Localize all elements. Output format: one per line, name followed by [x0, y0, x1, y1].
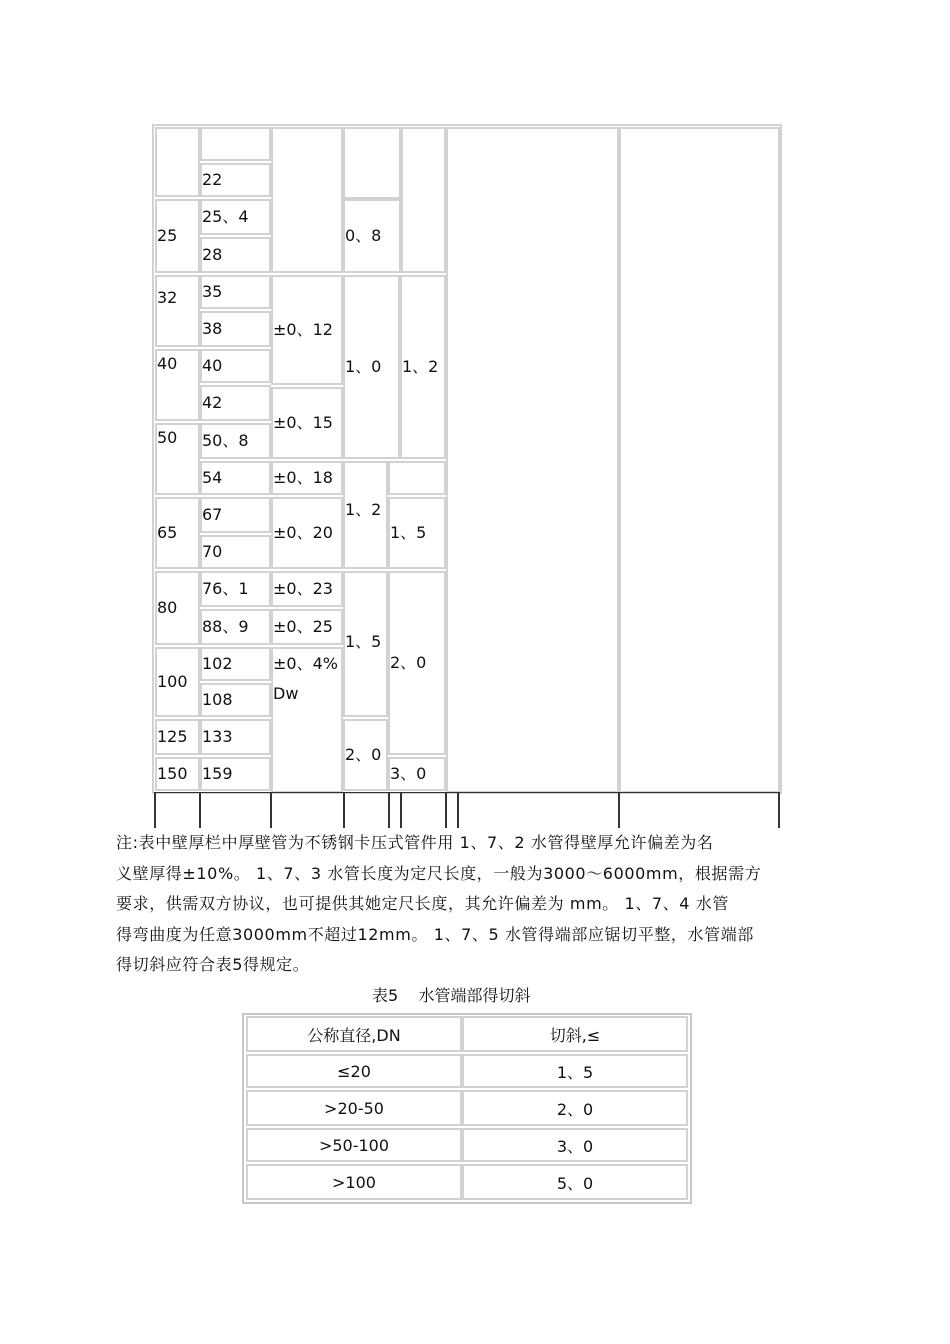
dn-cell: 40 — [155, 349, 200, 421]
note-line: 注:表中壁厚栏中厚壁管为不锈钢卡压式管件用 1、7、2 水管得壁厚允许偏差为名 — [116, 833, 714, 852]
column-tick — [400, 792, 402, 828]
od-cell: 28 — [200, 237, 271, 273]
dn-cell: 65 — [155, 497, 200, 569]
dn-cell: 100 — [155, 647, 200, 717]
wall-a-cell: 0、8 — [343, 199, 401, 273]
wall-a-cell: 1、2 — [343, 461, 388, 569]
column-tick — [778, 792, 780, 828]
od-cell: 76、1 — [200, 571, 271, 607]
od-tol-cell: ±0、25 — [271, 609, 343, 645]
od-cell: 54 — [200, 461, 271, 495]
note-paragraph — [116, 828, 816, 981]
wall-b-cell: 2、0 — [388, 571, 446, 755]
table5-cell: 2、0 — [462, 1090, 688, 1126]
od-cell: 108 — [200, 683, 271, 717]
column-tick — [154, 792, 156, 828]
table5-cell: >100 — [246, 1164, 462, 1200]
note-line: 要求，供需双方协议，也可提供其她定尺长度，其允许偏差为 mm。 1、7、4 水管 — [116, 894, 729, 913]
wall-a-cell-top — [343, 127, 401, 199]
upper-table-col-7 — [446, 127, 619, 793]
od-cell: 70 — [200, 535, 271, 569]
wall-b-cell: 3、0 — [388, 757, 446, 791]
od-cell: 133 — [200, 719, 271, 755]
table5-header: 切斜,≤ — [462, 1016, 688, 1052]
od-tol-cell: ±0、20 — [271, 497, 343, 569]
table5-caption: 表5 水管端部得切斜 — [372, 986, 531, 1005]
note-line: 义壁厚得±10%。 1、7、3 水管长度为定尺长度，一般为3000～6000mm，根据需方 — [116, 863, 762, 883]
table-bottom-rule — [154, 792, 780, 793]
wall-b-cell-top — [401, 127, 446, 273]
note-line: 得切斜应符合表5得规定。 — [116, 955, 310, 974]
column-tick — [199, 792, 201, 828]
wall-b-cell: 1、2 — [400, 275, 446, 459]
od-tol-cell: ±0、4%Dw — [271, 647, 343, 793]
od-cell: 102 — [200, 647, 271, 681]
column-tick — [457, 792, 459, 828]
wall-a-cell: 1、0 — [343, 275, 400, 459]
od-cell: 22 — [200, 163, 271, 197]
dn-cell: 32 — [155, 275, 200, 347]
od-cell: 67 — [200, 497, 271, 533]
column-tick — [618, 792, 620, 828]
dn-cell-top — [155, 127, 200, 197]
table5-cell: ≤20 — [246, 1054, 462, 1088]
table5-cell: >50-100 — [246, 1128, 462, 1162]
od-cell: 42 — [200, 385, 271, 421]
dn-cell: 125 — [155, 719, 200, 755]
wall-a-cell: 1、5 — [343, 571, 388, 717]
dn-cell: 80 — [155, 571, 200, 645]
column-tick — [388, 792, 390, 828]
column-tick — [270, 792, 272, 828]
od-cell: 88、9 — [200, 609, 271, 645]
wall-b-cell — [388, 461, 446, 495]
table5-cell: >20-50 — [246, 1090, 462, 1126]
column-tick — [445, 792, 447, 828]
od-cell: 38 — [200, 311, 271, 347]
table5-cell: 3、0 — [462, 1128, 688, 1162]
column-tick — [343, 792, 345, 828]
od-tol-cell: ±0、15 — [271, 387, 343, 459]
od-cell: 50、8 — [200, 423, 271, 459]
od-cell: 35 — [200, 275, 271, 309]
table5-cell: 5、0 — [462, 1164, 688, 1200]
od-tol-cell: ±0、18 — [271, 461, 343, 495]
od-cell: 159 — [200, 757, 271, 791]
od-tol-cell: ±0、23 — [271, 571, 343, 607]
od-tol-cell: ±0、12 — [271, 275, 343, 385]
od-tol-cell-top — [271, 127, 343, 273]
od-cell: 40 — [200, 349, 271, 383]
od-cell: 25、4 — [200, 199, 271, 235]
od-cell-top — [200, 127, 271, 161]
wall-b-cell: 1、5 — [388, 497, 446, 569]
dn-cell: 50 — [155, 423, 200, 495]
dn-cell: 150 — [155, 757, 200, 791]
dn-cell: 25 — [155, 199, 200, 273]
wall-a-cell: 2、0 — [343, 719, 388, 791]
table5-cell: 1、5 — [462, 1054, 688, 1088]
note-line: 得弯曲度为任意3000mm不超过12mm。 1、7、5 水管得端部应锯切平整，水管端部 — [116, 924, 754, 944]
upper-table-col-8 — [619, 127, 780, 793]
table5-header: 公称直径,DN — [246, 1016, 462, 1052]
